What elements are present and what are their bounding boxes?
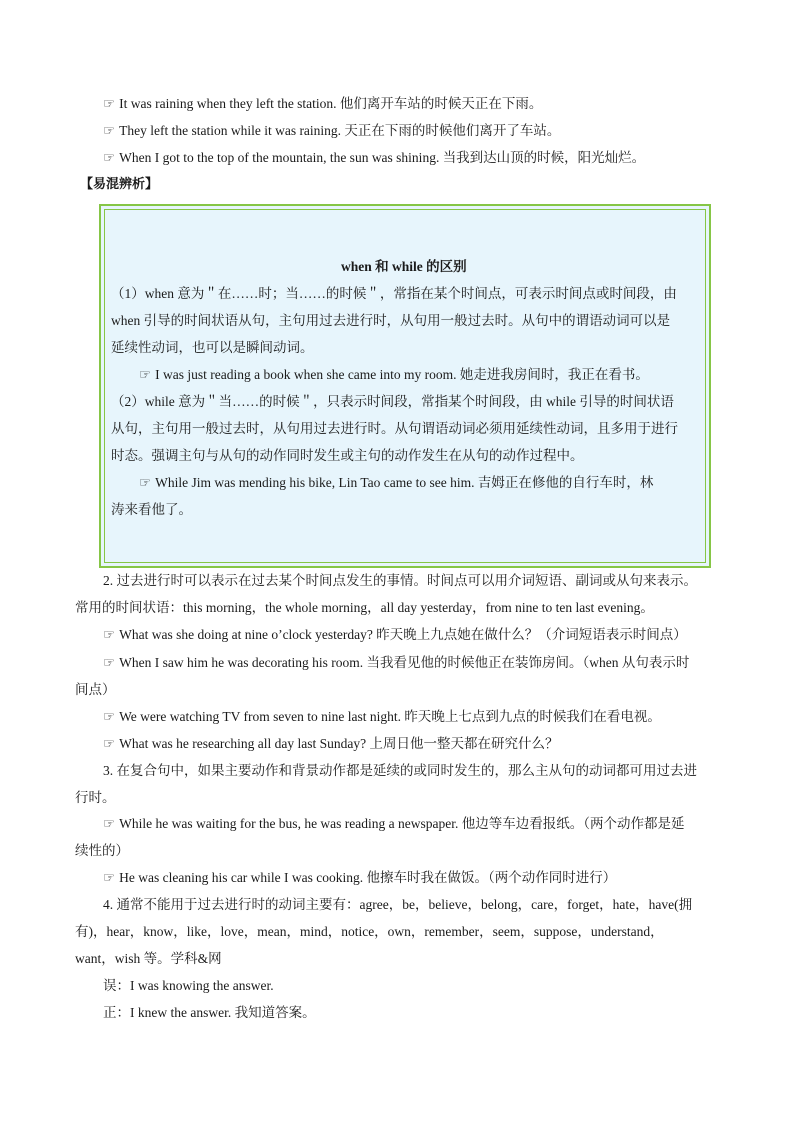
box-line: 涛来看他了。 — [111, 502, 192, 517]
pointing-hand-icon: ☞ — [103, 96, 116, 111]
paragraph-4-line-3: want，wish 等。学科&网 — [75, 951, 222, 966]
section-heading: 【易混辨析】 — [80, 177, 159, 192]
example-5-continued: 续性的） — [75, 843, 129, 858]
pointing-hand-icon: ☞ — [103, 709, 116, 724]
pointing-hand-icon: ☞ — [103, 123, 116, 138]
pointing-hand-icon: ☞ — [103, 736, 116, 751]
box-title: when 和 while 的区别 — [341, 259, 467, 274]
box-line: when 引导的时间状语从句，主句用过去进行时，从句用一般过去时。从句中的谓语动词可以是 — [111, 313, 671, 328]
example-5: ☞ While he was waiting for the bus, he was reading a newspaper. 他边等车边看报纸。（两个动作都是延 — [103, 816, 685, 831]
example-1: ☞ What was she doing at nine o’clock yesterday? 昨天晚上九点她在做什么？（介词短语表示时间点） — [103, 627, 687, 642]
paragraph-4-line-1: 4. 通常不能用于过去进行时的动词主要有：agree，be，believe，belong，care，forget，hate，have(拥 — [103, 897, 693, 912]
paragraph-4-line-2: 有)，hear，know，like，love，mean，mind，notice，own，remember，seem，suppose，understand， — [75, 924, 664, 939]
box-example-when: ☞ I was just reading a book when she came into my room. 她走进我房间时，我正在看书。 — [139, 367, 649, 382]
example-2-continued: 间点） — [75, 682, 116, 697]
pointing-hand-icon: ☞ — [139, 475, 152, 490]
wrong-example: 误：I was knowing the answer. — [103, 978, 274, 993]
pointing-hand-icon: ☞ — [103, 627, 116, 642]
example-line-2: ☞ They left the station while it was raining. 天正在下雨的时候他们离开了车站。 — [103, 123, 561, 138]
example-6: ☞ He was cleaning his car while I was cooking. 他擦车时我在做饭。（两个动作同时进行） — [103, 870, 617, 885]
paragraph-3-line-1: 3. 在复合句中，如果主要动作和背景动作都是延续的或同时发生的，那么主从句的动词都可用过去进 — [103, 763, 697, 778]
pointing-hand-icon: ☞ — [103, 150, 116, 165]
box-line: （1）when 意为＂在……时；当……的时候＂，常指在某个时间点，可表示时间点或时间段，由 — [111, 286, 677, 301]
comparison-box — [99, 204, 711, 568]
box-line: 时态。强调主句与从句的动作同时发生或主句的动作发生在从句的动作过程中。 — [111, 448, 584, 463]
box-line: 延续性动词，也可以是瞬间动词。 — [111, 340, 314, 355]
paragraph-2-line-2: 常用的时间状语：this morning，the whole morning，all day yesterday，from nine to ten last evening。 — [75, 600, 654, 615]
paragraph-3-line-2: 行时。 — [75, 790, 116, 805]
pointing-hand-icon: ☞ — [103, 870, 116, 885]
correct-example: 正：I knew the answer. 我知道答案。 — [103, 1005, 316, 1020]
example-2: ☞ When I saw him he was decorating his room. 当我看见他的时候他正在装饰房间。（when 从句表示时 — [103, 655, 690, 670]
box-example-while: ☞ While Jim was mending his bike, Lin Tao came to see him. 吉姆正在修他的自行车时，林 — [139, 475, 654, 490]
example-3: ☞ We were watching TV from seven to nine last night. 昨天晚上七点到九点的时候我们在看电视。 — [103, 709, 661, 724]
pointing-hand-icon: ☞ — [139, 367, 152, 382]
example-4: ☞ What was he researching all day last Sunday? 上周日他一整天都在研究什么？ — [103, 736, 559, 751]
box-line: 从句，主句用一般过去时，从句用过去进行时。从句谓语动词必须用延续性动词，且多用于进行 — [111, 421, 678, 436]
example-line-3: ☞ When I got to the top of the mountain, the sun was shining. 当我到达山顶的时候，阳光灿烂。 — [103, 150, 646, 165]
pointing-hand-icon: ☞ — [103, 655, 116, 670]
box-line: （2）while 意为＂当……的时候＂，只表示时间段，常指某个时间段，由 while 引导的时间状语 — [111, 394, 674, 409]
paragraph-2-line-1: 2. 过去进行时可以表示在过去某个时间点发生的事情。时间点可以用介词短语、副词或从句来表示。 — [103, 573, 697, 588]
example-line-1: ☞ It was raining when they left the station. 他们离开车站的时候天正在下雨。 — [103, 96, 543, 111]
pointing-hand-icon: ☞ — [103, 816, 116, 831]
